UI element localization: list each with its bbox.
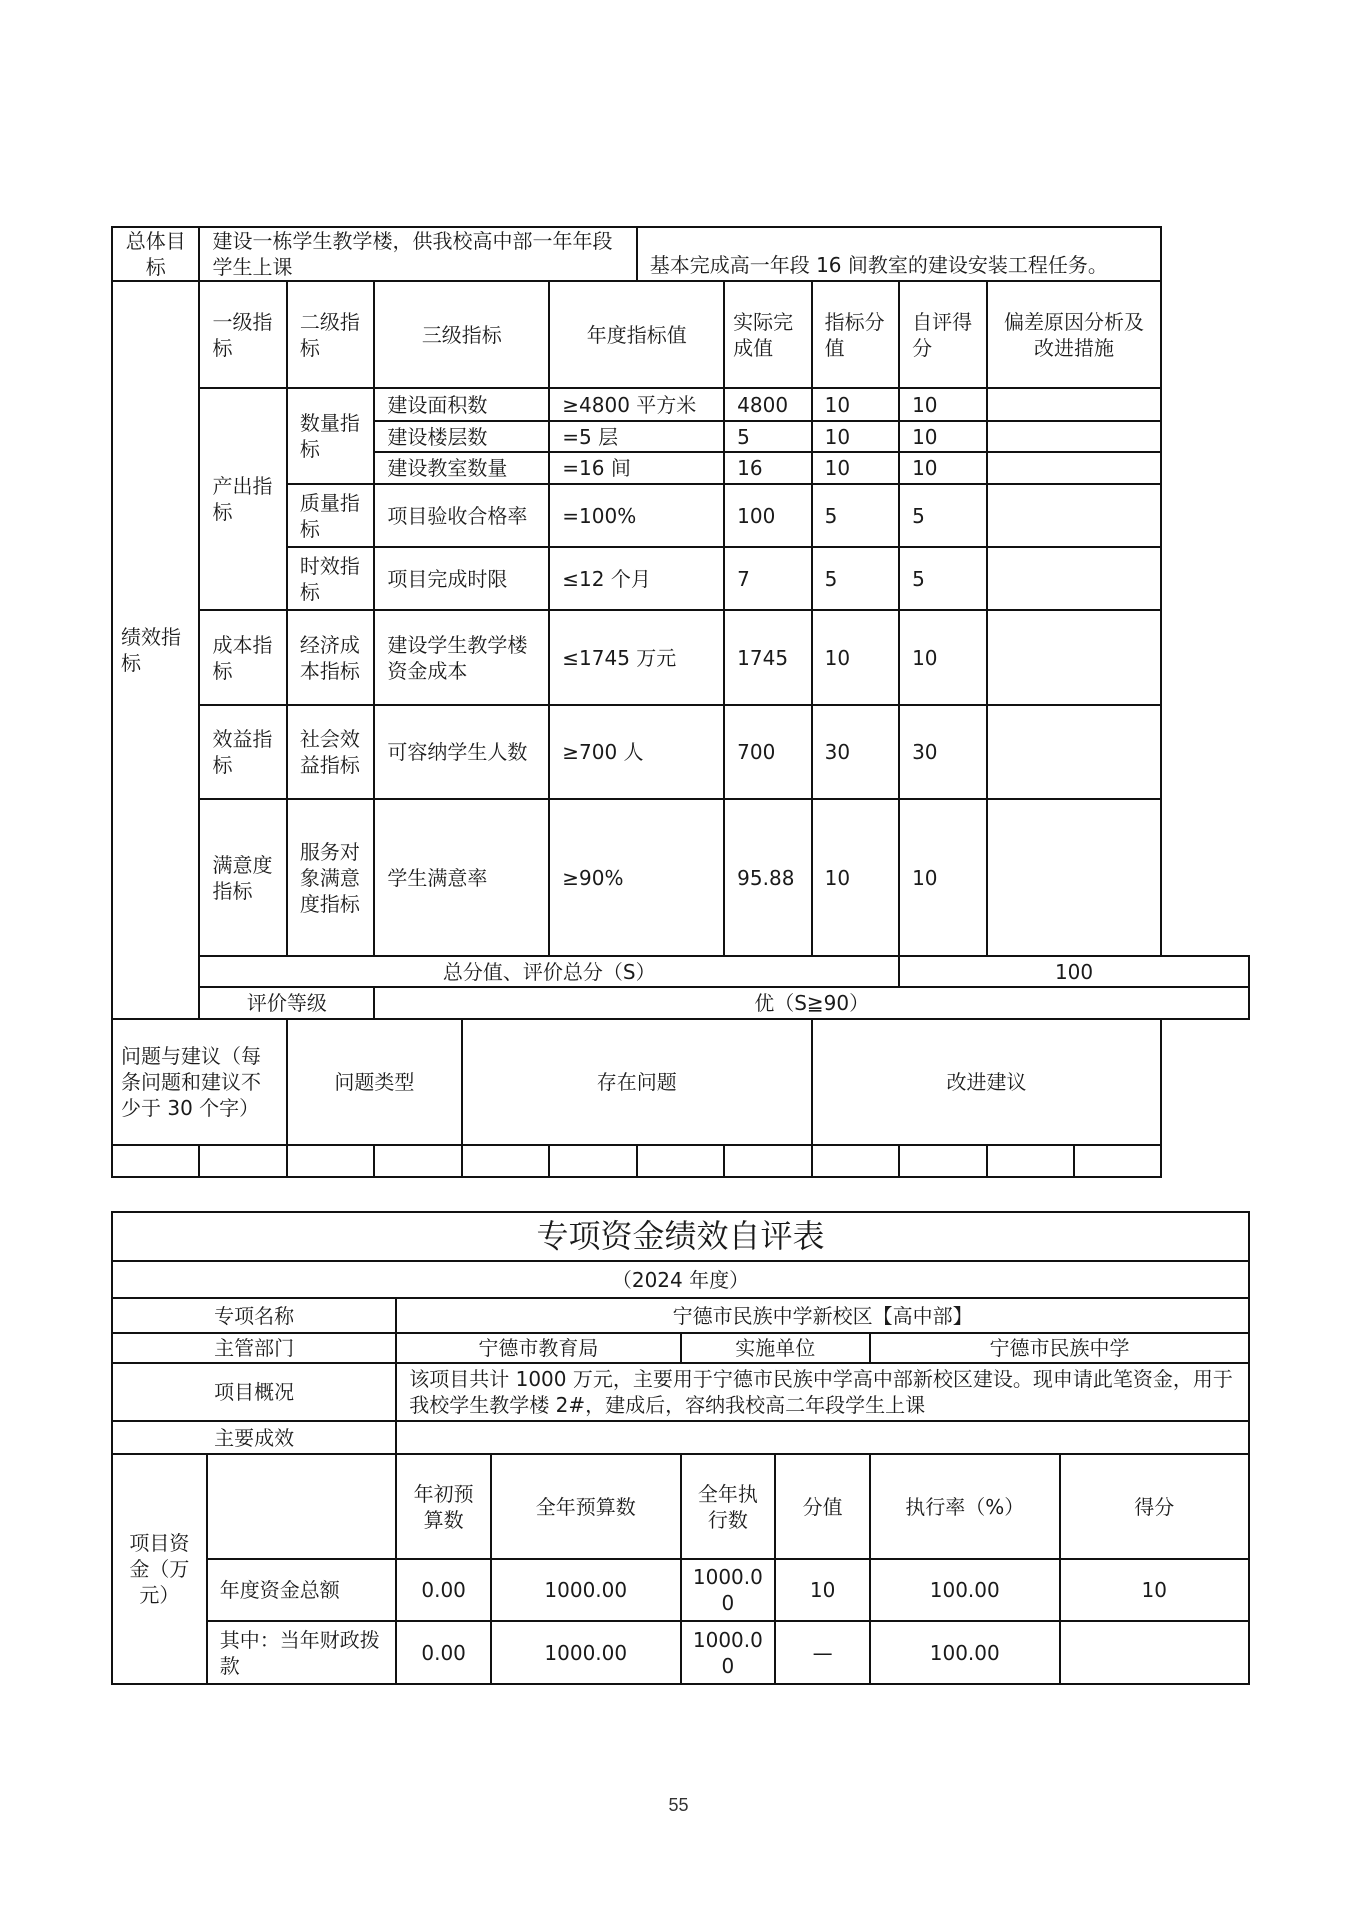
indicator: 建设教室数量 <box>374 452 549 484</box>
score: 5 <box>899 484 986 547</box>
score: 10 <box>899 799 986 956</box>
page-number: 55 <box>668 1795 689 1815</box>
issues-label: 问题与建议（每条问题和建议不少于 30 个字） <box>112 1019 287 1145</box>
actual: 95.88 <box>724 799 811 956</box>
perf-indicator-label: 绩效指标 <box>112 281 199 1019</box>
blank-row <box>112 1145 1249 1177</box>
results-row <box>112 1421 1249 1454</box>
overall-goal-text: 建设一栋学生教学楼，供我校高中部一年年段学生上课 <box>199 227 636 281</box>
table-row <box>112 388 1249 421</box>
weight: 10 <box>812 799 899 956</box>
deviation <box>987 610 1162 705</box>
annual-budget: 1000.00 <box>491 1621 681 1684</box>
group-timeliness: 时效指标 <box>287 547 374 610</box>
header-score: 得分 <box>1060 1454 1250 1559</box>
score: 10 <box>899 421 986 452</box>
deviation <box>987 547 1162 610</box>
exec-rate: 100.00 <box>870 1559 1060 1621</box>
target: ≥90% <box>549 799 724 956</box>
funds-row-label: 年度资金总额 <box>207 1559 397 1621</box>
group-service-satisfaction: 服务对象满意度指标 <box>287 799 374 956</box>
overall-goal-label: 总体目标 <box>112 227 199 281</box>
overall-goal-row <box>112 227 1249 281</box>
header-annual-target: 年度指标值 <box>549 281 724 388</box>
total-value: 100 <box>899 956 1249 987</box>
weight: 5 <box>812 547 899 610</box>
header-row <box>112 281 1249 388</box>
blank-cell <box>112 1145 199 1177</box>
score: 10 <box>1060 1559 1250 1621</box>
score: 30 <box>899 705 986 799</box>
funds-row <box>112 1559 1249 1621</box>
total-row <box>112 956 1249 987</box>
target: ≥4800 平方米 <box>549 388 724 421</box>
table-title: 专项资金绩效自评表 <box>112 1212 1249 1261</box>
group-satisfaction: 满意度指标 <box>199 799 286 956</box>
blank-cell <box>549 1145 636 1177</box>
funds-row <box>112 1621 1249 1684</box>
header-annual-budget: 全年预算数 <box>491 1454 681 1559</box>
indicator: 建设面积数 <box>374 388 549 421</box>
blank-cell <box>287 1145 374 1177</box>
grade-value: 优（S≧90） <box>374 987 1249 1019</box>
group-quantity: 数量指标 <box>287 388 374 484</box>
deviation <box>987 388 1162 421</box>
project-name-row <box>112 1298 1249 1333</box>
weight: 5 <box>812 484 899 547</box>
header-annual-exec: 全年执行数 <box>681 1454 776 1559</box>
impl-value: 宁德市民族中学 <box>870 1333 1249 1363</box>
header-weight: 指标分值 <box>812 281 899 388</box>
grade-label: 评价等级 <box>199 987 374 1019</box>
annual-exec: 1000.00 <box>681 1559 776 1621</box>
group-economic-cost: 经济成本指标 <box>287 610 374 705</box>
weight: 10 <box>775 1559 870 1621</box>
header-weight: 分值 <box>775 1454 870 1559</box>
annual-budget: 1000.00 <box>491 1559 681 1621</box>
actual: 1745 <box>724 610 811 705</box>
deviation <box>987 705 1162 799</box>
score: 5 <box>899 547 986 610</box>
issue-exists-header: 存在问题 <box>462 1019 812 1145</box>
dept-label: 主管部门 <box>112 1333 396 1363</box>
indicator: 项目完成时限 <box>374 547 549 610</box>
table-year: （2024 年度） <box>112 1261 1249 1298</box>
overview-row <box>112 1363 1249 1421</box>
initial-budget: 0.00 <box>396 1621 491 1684</box>
deviation <box>987 421 1162 452</box>
blank-cell <box>637 1145 724 1177</box>
grade-row <box>112 987 1249 1019</box>
header-exec-rate: 执行率（%） <box>870 1454 1060 1559</box>
title-row <box>112 1212 1249 1261</box>
header-actual: 实际完成值 <box>724 281 811 388</box>
actual: 100 <box>724 484 811 547</box>
blank-cell <box>462 1145 549 1177</box>
indicator: 建设楼层数 <box>374 421 549 452</box>
score: 10 <box>899 452 986 484</box>
overview-label: 项目概况 <box>112 1363 396 1421</box>
target: =100% <box>549 484 724 547</box>
issues-row <box>112 1019 1249 1145</box>
header-level1: 一级指标 <box>199 281 286 388</box>
funds-header-blank <box>207 1454 397 1559</box>
funds-row-label: 其中：当年财政拨款 <box>207 1621 397 1684</box>
weight: — <box>775 1621 870 1684</box>
score <box>1060 1621 1250 1684</box>
results-value <box>396 1421 1249 1454</box>
issue-type-header: 问题类型 <box>287 1019 462 1145</box>
header-level2: 二级指标 <box>287 281 374 388</box>
department-row <box>112 1333 1249 1363</box>
group-output: 产出指标 <box>199 388 286 610</box>
score: 10 <box>899 610 986 705</box>
actual: 16 <box>724 452 811 484</box>
deviation <box>987 452 1162 484</box>
weight: 10 <box>812 421 899 452</box>
impl-label: 实施单位 <box>681 1333 871 1363</box>
annual-exec: 1000.00 <box>681 1621 776 1684</box>
indicator: 建设学生教学楼资金成本 <box>374 610 549 705</box>
table-row <box>112 610 1249 705</box>
blank-cell <box>199 1145 286 1177</box>
overall-goal-result: 基本完成高一年段 16 间教室的建设安装工程任务。 <box>637 227 1162 281</box>
results-label: 主要成效 <box>112 1421 396 1454</box>
blank-cell <box>1074 1145 1161 1177</box>
special-fund-self-evaluation-table <box>111 1211 1250 1685</box>
table-row <box>112 799 1249 956</box>
exec-rate: 100.00 <box>870 1621 1060 1684</box>
weight: 10 <box>812 610 899 705</box>
deviation <box>987 799 1162 956</box>
actual: 700 <box>724 705 811 799</box>
blank-cell <box>812 1145 899 1177</box>
group-cost: 成本指标 <box>199 610 286 705</box>
blank-cell <box>987 1145 1074 1177</box>
score: 10 <box>899 388 986 421</box>
target: =5 层 <box>549 421 724 452</box>
target: ≥700 人 <box>549 705 724 799</box>
blank-cell <box>899 1145 986 1177</box>
funds-label: 项目资金（万元） <box>112 1454 207 1684</box>
dept-value: 宁德市教育局 <box>396 1333 680 1363</box>
target: =16 间 <box>549 452 724 484</box>
table-row <box>112 705 1249 799</box>
initial-budget: 0.00 <box>396 1559 491 1621</box>
indicator: 学生满意率 <box>374 799 549 956</box>
blank-cell <box>724 1145 811 1177</box>
overview-value: 该项目共计 1000 万元，主要用于宁德市民族中学高中部新校区建设。现申请此笔资金，用于我校学生教学楼 2#，建成后，容纳我校高二年段学生上课 <box>396 1363 1249 1421</box>
weight: 10 <box>812 452 899 484</box>
project-name-value: 宁德市民族中学新校区【高中部】 <box>396 1298 1249 1333</box>
actual: 7 <box>724 547 811 610</box>
issue-suggest-header: 改进建议 <box>812 1019 1162 1145</box>
indicator: 项目验收合格率 <box>374 484 549 547</box>
header-self-score: 自评得分 <box>899 281 986 388</box>
actual: 4800 <box>724 388 811 421</box>
group-quality: 质量指标 <box>287 484 374 547</box>
group-benefit: 效益指标 <box>199 705 286 799</box>
funds-header-row <box>112 1454 1249 1559</box>
weight: 30 <box>812 705 899 799</box>
header-level3: 三级指标 <box>374 281 549 388</box>
project-name-label: 专项名称 <box>112 1298 396 1333</box>
target: ≤1745 万元 <box>549 610 724 705</box>
header-initial-budget: 年初预算数 <box>396 1454 491 1559</box>
total-label: 总分值、评价总分（S） <box>199 956 899 987</box>
blank-cell <box>374 1145 461 1177</box>
header-deviation: 偏差原因分析及改进措施 <box>987 281 1162 388</box>
weight: 10 <box>812 388 899 421</box>
indicator: 可容纳学生人数 <box>374 705 549 799</box>
year-row <box>112 1261 1249 1298</box>
performance-indicator-table <box>111 226 1250 1178</box>
deviation <box>987 484 1162 547</box>
actual: 5 <box>724 421 811 452</box>
group-social-benefit: 社会效益指标 <box>287 705 374 799</box>
target: ≤12 个月 <box>549 547 724 610</box>
